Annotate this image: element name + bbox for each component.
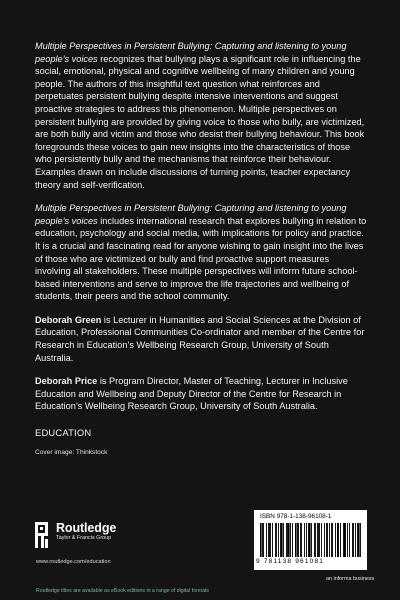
barcode-bar	[260, 523, 262, 557]
ebook-strip	[0, 586, 400, 600]
barcode-bar	[311, 523, 312, 557]
barcode-bar	[317, 523, 318, 557]
author-bio-1	[35, 314, 367, 364]
author-bio-2	[35, 375, 367, 413]
barcode-bar	[272, 523, 273, 557]
barcode-bar	[343, 523, 344, 557]
barcode-bar	[324, 523, 325, 557]
barcode-bar	[353, 523, 354, 557]
barcode-bar	[298, 523, 299, 557]
barcode-bar	[329, 523, 330, 557]
routledge-logo	[35, 522, 116, 548]
description-text: includes international research that explores bullying in relation to education, psychology and social media, with implications for policy and practice. It is a crucial and fascinating read for anyone wishing to gain insight into the lives of those who are victimized or bully and find proactive support measures involving all stakeholders. These multiple perspectives will inform future school-based interventions and serve to improve the life trajectories and wellbeing of students, their peers and the school community.	[35, 215, 367, 302]
barcode-icon	[260, 523, 361, 557]
barcode-bar	[345, 523, 346, 557]
barcode-digits: 9 781138 961081	[256, 558, 325, 565]
barcode-bar	[262, 523, 263, 557]
barcode-bar	[287, 523, 288, 557]
barcode-bar	[263, 523, 264, 557]
book-title-italic: Multiple Perspectives in Persistent Bullying: Capturing and listening to young people’s voices	[35, 41, 347, 64]
barcode-bar	[280, 523, 281, 557]
barcode-bar	[315, 523, 316, 557]
barcode-bar	[318, 523, 319, 557]
barcode-bar	[297, 523, 298, 557]
barcode-bar	[349, 523, 350, 557]
informa-tagline: an informa business	[326, 576, 375, 582]
barcode-bar	[269, 523, 270, 557]
barcode-bar	[331, 523, 332, 557]
barcode-bar	[281, 523, 283, 557]
barcode-bar	[352, 523, 353, 557]
description-text: recognizes that bullying plays a significant role in influencing the social, emotional, physical and cognitive wellbeing of many children and young people. The authors of this insightful text question what reinforces and perpetuates persistent bullying despite intensive interventions and suggest proactive strategies to address this phenomenon. Multiple perspectives on persistent bullying are provided by giving voice to those who bully, are victimized, are both bully and victim and those who desist their bullying behaviour. This book foregrounds these voices to gain new insights into the characteristics of those who persistently bully and the mechanisms that reinforce their behaviour. Examples drawn on include discussions of turning points, teacher expectancy theory and self-verification.	[35, 53, 365, 190]
barcode-bar	[288, 523, 290, 557]
subject-category: EDUCATION	[35, 427, 92, 439]
barcode-bar	[300, 523, 301, 557]
isbn-text: ISBN 978-1-138-96108-1	[260, 513, 332, 520]
barcode-bar	[268, 523, 269, 557]
barcode-bar	[292, 523, 293, 557]
publisher-name: Routledge	[56, 521, 117, 535]
barcode-bar	[335, 523, 336, 557]
barcode-bar	[357, 523, 358, 557]
barcode-bar	[340, 523, 341, 557]
barcode-bar	[309, 523, 311, 557]
author-name: Deborah Green	[35, 314, 102, 325]
barcode-bar	[275, 523, 276, 557]
publisher-group: Taylor & Francis Group	[56, 535, 112, 541]
author-bio-text: is Program Director, Master of Teaching, Lecturer in Inclusive Education and Wellbeing and Deputy Director of the Centre for Research in Education’s Wellbeing Research Group, University of South Australia.	[35, 376, 348, 412]
barcode-bar	[290, 523, 291, 557]
barcode-bar	[355, 523, 356, 557]
author-name: Deborah Price	[35, 376, 98, 387]
book-title-italic: Multiple Perspectives in Persistent Bullying: Capturing and listening to young people’s voices	[35, 203, 347, 226]
barcode-bar	[319, 523, 320, 557]
back-cover-blurb	[35, 40, 367, 470]
isbn-barcode	[254, 510, 367, 570]
description-paragraph-2	[35, 202, 367, 303]
barcode-bar	[326, 523, 327, 557]
barcode-bar	[295, 523, 297, 557]
barcode-bar	[270, 523, 271, 557]
ebook-note: Routledge titles are available as eBook editions in a range of digital formats	[36, 588, 210, 594]
barcode-bar	[304, 523, 305, 557]
routledge-logo-icon	[35, 522, 50, 548]
barcode-bar	[286, 523, 287, 557]
description-paragraph-1	[35, 40, 367, 191]
barcode-bar	[327, 523, 328, 557]
author-bio-text: is Lecturer in Humanities and Social Sciences at the Division of Education, Professional Communities Co-ordinator and member of the Centre for Research in Education’s Wellbeing Research Group, University of South Australia.	[35, 314, 365, 363]
barcode-bar	[358, 523, 360, 557]
barcode-bar	[321, 523, 322, 557]
barcode-bar	[306, 523, 307, 557]
barcode-bar	[338, 523, 339, 557]
barcode-bar	[266, 523, 267, 557]
barcode-bar	[314, 523, 315, 557]
barcode-bar	[347, 523, 348, 557]
barcode-bar	[276, 523, 277, 557]
barcode-bar	[360, 523, 361, 557]
cover-credit: Cover image: Thinkstock	[35, 448, 108, 456]
barcode-bar	[308, 523, 309, 557]
barcode-bar	[283, 523, 284, 557]
barcode-bar	[332, 523, 333, 557]
barcode-bar	[301, 523, 302, 557]
publisher-website: www.routledge.com/education	[36, 559, 111, 565]
barcode-bar	[278, 523, 279, 557]
